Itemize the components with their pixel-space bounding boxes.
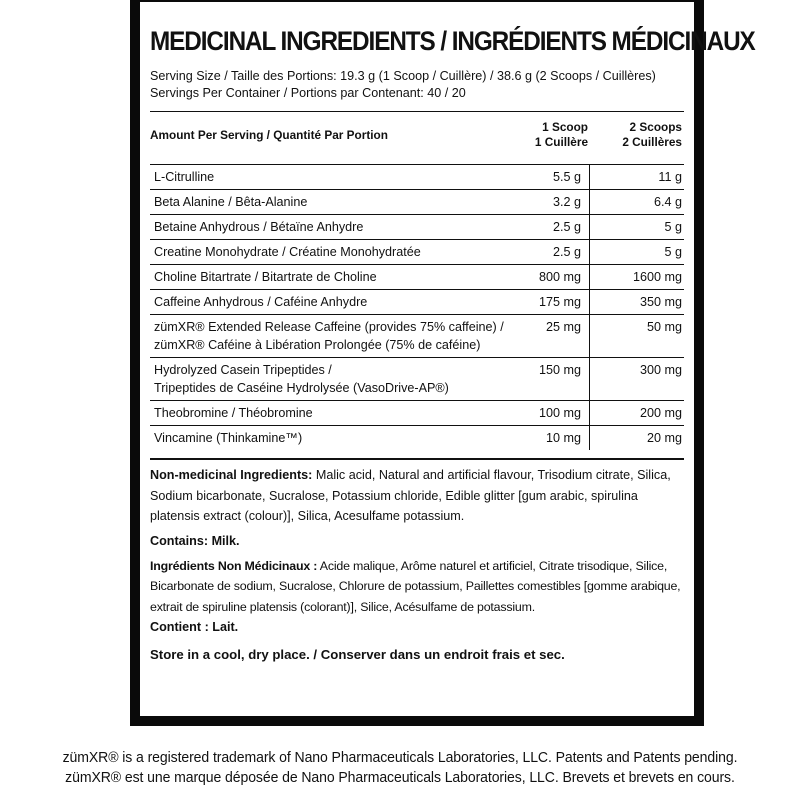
amount-per-serving-header: Amount Per Serving / Quantité Par Portion — [150, 128, 388, 142]
amount-one-scoop: 2.5 g — [514, 215, 590, 239]
amount-one-scoop: 800 mg — [514, 265, 590, 289]
table-row — [150, 215, 684, 240]
amount-two-scoops: 5 g — [664, 220, 682, 234]
amount-two-scoops: 5 g — [664, 245, 682, 259]
ingredient-name-line1: zümXR® Extended Release Caffeine (provides 75% caffeine) / — [154, 320, 504, 334]
ingredient-name: Betaine Anhydrous / Bétaïne Anhydre — [154, 220, 364, 234]
ingredient-name-line2: zümXR® Caféine à Libération Prolongée (75% de caféine) — [154, 338, 481, 352]
ingredient-name: Choline Bitartrate / Bitartrate de Choline — [154, 270, 377, 284]
trademark-line-fr: zümXR® est une marque déposée de Nano Pharmaceuticals Laboratories, LLC. Brevets et brevets en cours. — [65, 770, 735, 786]
contains-allergen: Contains: Milk. — [150, 533, 240, 548]
non-medicinal-text: Malic acid, Natural and artificial flavour, Trisodium citrate, Silica, Sodium bicarbonate, Sucralose, Potassium chloride, Edible glitter [gum arabic, spirulina platensis extract (colour)], Silica, Acesulfame potassium. — [150, 468, 671, 523]
amount-two-scoops: 200 mg — [639, 406, 682, 420]
panel-title: MEDICINAL INGREDIENTS / INGRÉDIENTS MÉDICINAUX — [150, 26, 755, 56]
ingredient-table — [150, 164, 684, 450]
amount-two-scoops: 6.4 g — [653, 195, 682, 209]
non-medicinal-label-fr: Ingrédients Non Médicinaux : — [150, 558, 318, 573]
table-row — [150, 401, 684, 426]
table-row — [150, 315, 684, 358]
table-row — [150, 290, 684, 315]
table-row — [150, 165, 684, 190]
trademark-line-en: zümXR® is a registered trademark of Nano Pharmaceuticals Laboratories, LLC. Patents and Patents pending. — [62, 750, 738, 766]
storage-instructions: Store in a cool, dry place. / Conserver dans un endroit frais et sec. — [150, 647, 565, 662]
ingredient-name: L-Citrulline — [154, 170, 215, 184]
ingredient-name: Caffeine Anhydrous / Caféine Anhydre — [154, 295, 368, 309]
amount-one-scoop: 10 mg — [514, 426, 590, 450]
one-scoop-header — [520, 120, 596, 150]
serving-size: Serving Size / Taille des Portions: 19.3 g (1 Scoop / Cuillère) / 38.6 g (2 Scoops / Cuillères) — [150, 69, 656, 83]
non-medicinal-ingredients — [150, 465, 684, 527]
medicinal-ingredients-panel — [130, 0, 755, 726]
amount-two-scoops: 1600 mg — [632, 270, 682, 284]
amount-two-scoops: 20 mg — [646, 431, 682, 445]
ingredient-name: Beta Alanine / Bêta-Alanine — [154, 195, 308, 209]
one-scoop-header-line1: 1 Scoop — [542, 120, 588, 134]
table-row — [150, 426, 684, 450]
ingredient-name: Creatine Monohydrate / Créatine Monohydratée — [154, 245, 421, 259]
two-scoops-header-line1: 2 Scoops — [629, 120, 682, 134]
table-row — [150, 358, 684, 401]
non-medicinal-ingredients-fr — [150, 556, 684, 618]
table-header — [150, 112, 684, 158]
servings-per-container: Servings Per Container / Portions par Contenant: 40 / 20 — [150, 86, 466, 100]
amount-one-scoop: 2.5 g — [514, 240, 590, 264]
amount-two-scoops: 300 mg — [639, 363, 682, 377]
amount-one-scoop: 3.2 g — [514, 190, 590, 214]
divider — [150, 458, 684, 460]
ingredient-name — [150, 315, 514, 357]
ingredient-name — [150, 358, 514, 400]
ingredient-name: Vincamine (Thinkamine™) — [154, 431, 303, 445]
amount-one-scoop: 5.5 g — [514, 165, 590, 189]
amount-one-scoop: 175 mg — [514, 290, 590, 314]
amount-two-scoops: 11 g — [658, 170, 682, 184]
table-row — [150, 265, 684, 290]
non-medicinal-text-fr: Acide malique, Arôme naturel et artificiel, Citrate trisodique, Silice, Bicarbonate de sodium, Sucralose, Chlorure de potassium, Paillettes comestibles [gomme arabique, extrait de spiruline platensis (colorant)], Silice, Acésulfame de potassium. — [150, 558, 681, 614]
table-row — [150, 240, 684, 265]
two-scoops-header — [596, 120, 684, 150]
amount-two-scoops: 350 mg — [639, 295, 682, 309]
ingredient-name: Theobromine / Théobromine — [154, 406, 313, 420]
ingredient-name-line1: Hydrolyzed Casein Tripeptides / — [154, 363, 332, 377]
contains-allergen-fr: Contient : Lait. — [150, 620, 239, 634]
trademark-footer — [0, 748, 800, 788]
serving-info — [150, 68, 684, 102]
ingredient-name-line2: Tripeptides de Caséine Hydrolysée (VasoDrive-AP®) — [154, 381, 449, 395]
table-row — [150, 190, 684, 215]
one-scoop-header-line2: 1 Cuillère — [534, 135, 588, 149]
non-medicinal-label: Non-medicinal Ingredients: — [150, 468, 313, 482]
amount-one-scoop: 25 mg — [514, 315, 590, 357]
two-scoops-header-line2: 2 Cuillères — [622, 135, 682, 149]
amount-one-scoop: 150 mg — [514, 358, 590, 400]
amount-two-scoops: 50 mg — [646, 320, 682, 334]
amount-one-scoop: 100 mg — [514, 401, 590, 425]
